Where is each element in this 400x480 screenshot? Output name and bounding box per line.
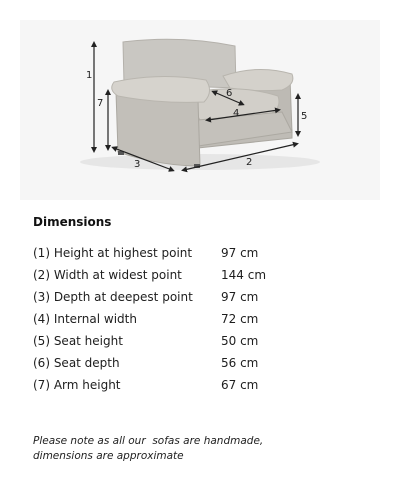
dimension-value: 72 cm xyxy=(221,312,259,326)
dimension-value: 97 cm xyxy=(221,290,259,304)
callout-4: 4 xyxy=(233,108,240,119)
dimension-row xyxy=(33,290,373,306)
armchair-dimension-diagram xyxy=(20,20,380,200)
dimension-label: (6) Seat depth xyxy=(33,356,120,370)
dimension-row xyxy=(33,356,373,372)
callout-7: 7 xyxy=(97,98,104,109)
dimension-label: (2) Width at widest point xyxy=(33,268,182,282)
disclaimer-line-2: dimensions are approximate xyxy=(33,450,184,462)
dimension-label: (5) Seat height xyxy=(33,334,123,348)
dimension-value: 50 cm xyxy=(221,334,259,348)
handmade-disclaimer xyxy=(33,434,373,464)
callout-1: 1 xyxy=(86,70,93,81)
sofa-right-arm-pad xyxy=(223,69,293,90)
dimension-row xyxy=(33,246,373,262)
dimension-label: (1) Height at highest point xyxy=(33,246,193,260)
dimension-row xyxy=(33,268,373,284)
callout-3: 3 xyxy=(134,159,141,170)
dimension-row xyxy=(33,378,373,394)
callout-2: 2 xyxy=(246,157,253,168)
callout-5: 5 xyxy=(301,111,308,122)
dimension-label: (3) Depth at deepest point xyxy=(33,290,193,304)
dimension-label: (7) Arm height xyxy=(33,378,121,392)
dimensions-heading: Dimensions xyxy=(33,215,112,229)
dimension-label: (4) Internal width xyxy=(33,312,137,326)
dimension-value: 67 cm xyxy=(221,378,259,392)
dimension-row xyxy=(33,312,373,328)
dimension-value: 97 cm xyxy=(221,246,259,260)
sofa-left-arm xyxy=(116,92,200,166)
dimension-value: 144 cm xyxy=(221,268,267,282)
dimension-row xyxy=(33,334,373,350)
dimension-value: 56 cm xyxy=(221,356,259,370)
callout-6: 6 xyxy=(226,88,233,99)
disclaimer-line-1: Please note as all our sofas are handmade, xyxy=(33,435,264,447)
